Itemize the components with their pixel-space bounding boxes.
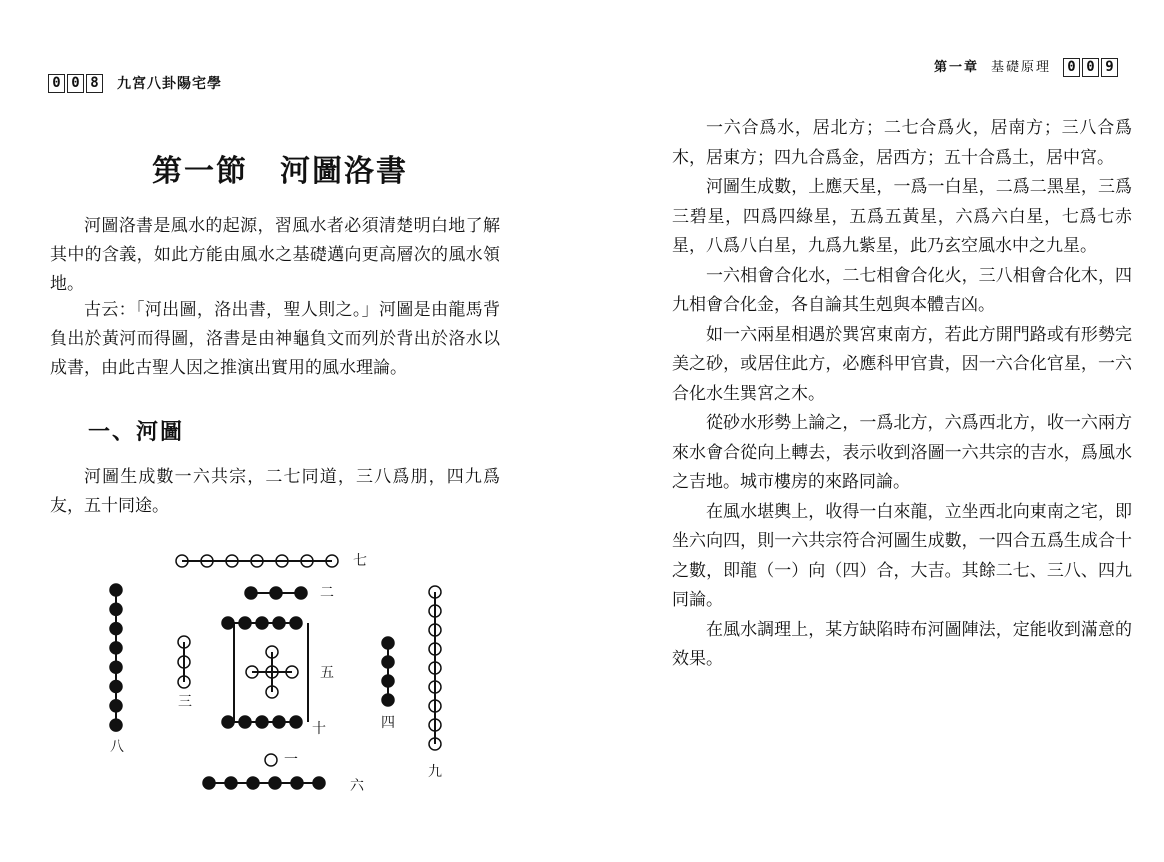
left-page xyxy=(0,0,560,862)
label-two: 二 xyxy=(320,585,334,601)
book-title: 九宮八卦陽宅學 xyxy=(117,75,222,92)
one-dot xyxy=(265,754,277,766)
section-title: 第一節 河圖洛書 xyxy=(152,154,408,189)
chapter-heading: 第一章 基礎原理 xyxy=(933,60,1051,75)
right-page-header xyxy=(934,58,1118,77)
paragraph: 如一六兩星相遇於巽宮東南方，若此方開門路或有形勢完美之砂，或居住此方，必應科甲官貴，因一六合化官星，一六合化水生巽宮之木。 xyxy=(672,324,1132,404)
left-page-header xyxy=(48,74,222,93)
label-five: 五 xyxy=(320,665,334,681)
right-page xyxy=(620,0,1164,862)
paragraph-1: 河圖洛書是風水的起源，習風水者必須清楚明白地了解其中的含義，如此方能由風水之基礎邁向更高層次的風水領地。 xyxy=(50,216,500,294)
paragraph: 在風水堪輿上，收得一白來龍，立坐西北向東南之宅，即坐六向四，則一六共宗符合河圖生成數，一四合五爲生成合十之數，即龍（一）向（四）合，大吉。其餘二七、三八、四九同論。 xyxy=(672,501,1132,610)
label-four: 四 xyxy=(381,715,395,731)
paragraph: 河圖生成數，上應天星，一爲一白星，二爲二黑星，三爲三碧星，四爲四綠星，五爲五黃星，六爲六白星，七爲七赤星，八爲八白星，九爲九紫星，此乃玄空風水中之九星。 xyxy=(672,177,1132,256)
left-page-number: 0 0 8 xyxy=(48,74,103,93)
paragraph: 從砂水形勢上論之，一爲北方，六爲西北方，收一六兩方來水會合從向上轉去，表示收到洛圖一六共宗的吉水，爲風水之吉地。城市樓房的來路同論。 xyxy=(672,413,1132,492)
label-three: 三 xyxy=(178,694,192,710)
paragraph-2: 古云：「河出圖，洛出書，聖人則之。」河圖是由龍馬背負出於黃河而得圖，洛書是由神龜負文而列於背出於洛水以成書，由此古聖人因之推演出實用的風水理論。 xyxy=(50,300,500,378)
paragraph-3: 河圖生成數一六共宗，二七同道，三八爲朋，四九爲友，五十同途。 xyxy=(50,467,500,516)
label-nine: 九 xyxy=(428,764,442,780)
label-six: 六 xyxy=(350,778,364,794)
right-page-number: 0 0 9 xyxy=(1063,58,1118,77)
subheading: 一、河圖 xyxy=(88,420,185,445)
hetu-diagram xyxy=(88,540,488,810)
paragraph: 在風水調理上，某方缺陷時布河圖陣法，定能收到滿意的效果。 xyxy=(672,619,1132,669)
paragraph: 一六相會合化水，二七相會合化火，三八相會合化木，四九相會合化金，各自論其生剋與本體吉凶。 xyxy=(672,265,1132,315)
label-one: 一 xyxy=(284,752,298,768)
label-seven: 七 xyxy=(353,553,367,569)
paragraph: 一六合爲水，居北方；二七合爲火，居南方；三八合爲木，居東方；四九合爲金，居西方；五十合爲土，居中宮。 xyxy=(672,118,1132,168)
label-ten: 十 xyxy=(312,721,326,737)
right-body-text xyxy=(672,114,1132,675)
hetu-diagram-svg xyxy=(88,540,488,810)
label-eight: 八 xyxy=(110,739,124,755)
